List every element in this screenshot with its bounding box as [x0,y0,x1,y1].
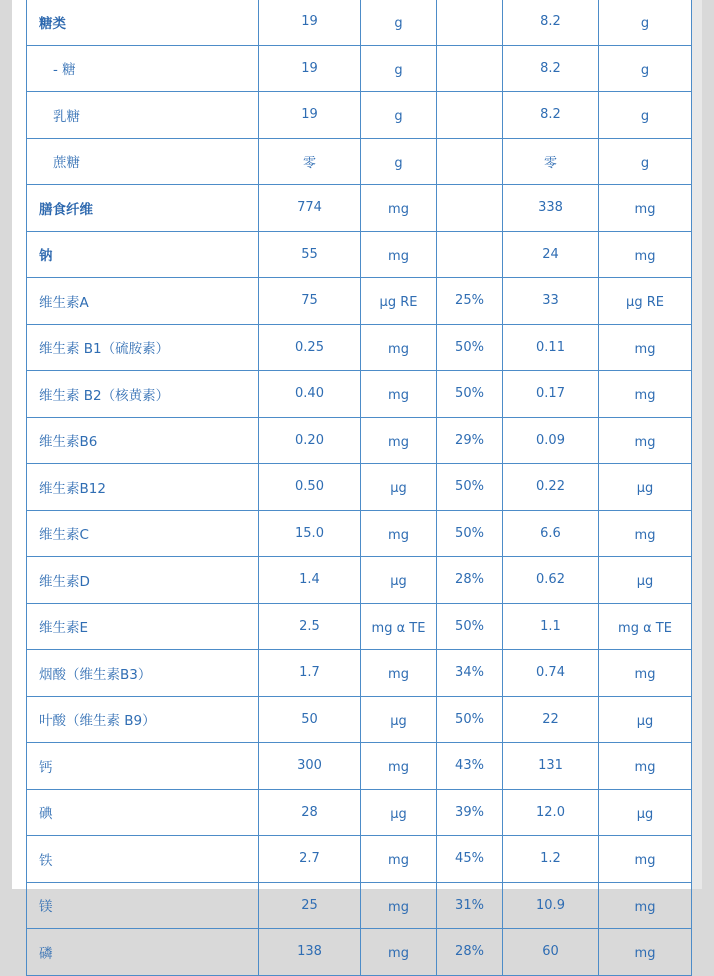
nrv-percent: 34% [437,650,503,697]
nrv-percent: 39% [437,789,503,836]
nutrition-table [26,0,692,976]
unit-per-serving: g [599,0,692,45]
nutrient-name: 糖类 [27,0,259,45]
nrv-percent: 28% [437,557,503,604]
amount-per-100g: 55 [259,231,361,278]
nrv-percent: 25% [437,278,503,325]
amount-per-100g: 75 [259,278,361,325]
nutrient-name: 烟酸（维生素B3） [27,650,259,697]
unit-per-100g: g [361,92,437,139]
table-row [27,929,692,976]
table-row [27,743,692,790]
table-row [27,417,692,464]
amount-per-serving: 0.74 [503,650,599,697]
table-row [27,836,692,883]
unit-per-serving: mg α TE [599,603,692,650]
amount-per-100g: 1.4 [259,557,361,604]
unit-per-serving: mg [599,510,692,557]
unit-per-100g: mg [361,929,437,976]
nutrient-name: 镁 [27,882,259,929]
nrv-percent: 28% [437,929,503,976]
amount-per-100g: 138 [259,929,361,976]
amount-per-100g: 0.25 [259,324,361,371]
unit-per-100g: μg [361,557,437,604]
amount-per-100g: 0.50 [259,464,361,511]
amount-per-100g: 28 [259,789,361,836]
nutrient-name: 维生素A [27,278,259,325]
unit-per-serving: mg [599,650,692,697]
table-row [27,92,692,139]
unit-per-100g: mg [361,650,437,697]
unit-per-serving: μg [599,696,692,743]
unit-per-100g: μg [361,464,437,511]
unit-per-serving: μg RE [599,278,692,325]
amount-per-serving: 0.09 [503,417,599,464]
unit-per-serving: mg [599,882,692,929]
nutrient-name: 膳食纤维 [27,185,259,232]
unit-per-serving: mg [599,185,692,232]
nrv-percent [437,92,503,139]
amount-per-100g: 19 [259,0,361,45]
nutrient-name: 维生素C [27,510,259,557]
unit-per-serving: μg [599,789,692,836]
nutrient-name: - 糖 [27,45,259,92]
table-row [27,603,692,650]
unit-per-serving: g [599,138,692,185]
unit-per-100g: g [361,45,437,92]
unit-per-100g: μg [361,696,437,743]
nrv-percent: 50% [437,603,503,650]
unit-per-100g: mg [361,185,437,232]
amount-per-serving: 0.22 [503,464,599,511]
table-row [27,0,692,45]
unit-per-100g: mg [361,510,437,557]
nrv-percent: 50% [437,696,503,743]
table-row [27,138,692,185]
amount-per-serving: 零 [503,138,599,185]
unit-per-serving: μg [599,557,692,604]
nutrition-table-body [27,0,692,975]
nrv-percent: 43% [437,743,503,790]
table-row [27,185,692,232]
nutrient-name: 维生素 B1（硫胺素） [27,324,259,371]
nutrient-name: 维生素B6 [27,417,259,464]
amount-per-serving: 8.2 [503,92,599,139]
amount-per-100g: 0.20 [259,417,361,464]
amount-per-serving: 6.6 [503,510,599,557]
nutrient-name: 维生素B12 [27,464,259,511]
amount-per-serving: 24 [503,231,599,278]
unit-per-serving: g [599,45,692,92]
unit-per-serving: g [599,92,692,139]
table-row [27,789,692,836]
unit-per-100g: mg [361,231,437,278]
nrv-percent [437,138,503,185]
unit-per-100g: μg RE [361,278,437,325]
amount-per-serving: 60 [503,929,599,976]
amount-per-100g: 774 [259,185,361,232]
nutrient-name: 蔗糖 [27,138,259,185]
unit-per-100g: μg [361,789,437,836]
table-row [27,696,692,743]
nutrient-name: 叶酸（维生素 B9） [27,696,259,743]
unit-per-100g: mg [361,417,437,464]
table-row [27,510,692,557]
unit-per-100g: mg [361,836,437,883]
amount-per-100g: 50 [259,696,361,743]
unit-per-serving: mg [599,324,692,371]
nrv-percent: 29% [437,417,503,464]
amount-per-serving: 8.2 [503,45,599,92]
unit-per-serving: μg [599,464,692,511]
nrv-percent: 45% [437,836,503,883]
nutrient-name: 维生素E [27,603,259,650]
amount-per-100g: 300 [259,743,361,790]
nrv-percent: 50% [437,371,503,418]
amount-per-100g: 15.0 [259,510,361,557]
amount-per-100g: 19 [259,45,361,92]
table-row [27,882,692,929]
amount-per-serving: 131 [503,743,599,790]
nrv-percent [437,0,503,45]
amount-per-100g: 25 [259,882,361,929]
nrv-percent [437,231,503,278]
unit-per-100g: g [361,0,437,45]
amount-per-serving: 10.9 [503,882,599,929]
nutrient-name: 铁 [27,836,259,883]
nrv-percent: 50% [437,324,503,371]
amount-per-serving: 8.2 [503,0,599,45]
unit-per-serving: mg [599,836,692,883]
nrv-percent: 50% [437,464,503,511]
amount-per-serving: 1.2 [503,836,599,883]
amount-per-serving: 33 [503,278,599,325]
nutrient-name: 碘 [27,789,259,836]
amount-per-serving: 0.62 [503,557,599,604]
table-row [27,231,692,278]
nutrient-name: 乳糖 [27,92,259,139]
document-page [12,0,702,962]
amount-per-serving: 22 [503,696,599,743]
table-row [27,464,692,511]
amount-per-100g: 零 [259,138,361,185]
amount-per-serving: 0.17 [503,371,599,418]
unit-per-serving: mg [599,231,692,278]
unit-per-serving: mg [599,417,692,464]
amount-per-100g: 19 [259,92,361,139]
unit-per-serving: mg [599,929,692,976]
unit-per-serving: mg [599,371,692,418]
unit-per-serving: mg [599,743,692,790]
unit-per-100g: g [361,138,437,185]
amount-per-serving: 338 [503,185,599,232]
nutrient-name: 钙 [27,743,259,790]
nutrient-name: 钠 [27,231,259,278]
unit-per-100g: mg [361,743,437,790]
table-row [27,650,692,697]
amount-per-100g: 1.7 [259,650,361,697]
amount-per-serving: 12.0 [503,789,599,836]
amount-per-100g: 2.7 [259,836,361,883]
nutrient-name: 维生素 B2（核黄素） [27,371,259,418]
nrv-percent [437,185,503,232]
nutrient-name: 维生素D [27,557,259,604]
table-row [27,45,692,92]
unit-per-100g: mg [361,324,437,371]
nrv-percent: 50% [437,510,503,557]
amount-per-100g: 0.40 [259,371,361,418]
table-row [27,371,692,418]
nrv-percent: 31% [437,882,503,929]
table-row [27,324,692,371]
amount-per-serving: 1.1 [503,603,599,650]
nutrient-name: 磷 [27,929,259,976]
table-row [27,278,692,325]
table-row [27,557,692,604]
unit-per-100g: mg [361,371,437,418]
nrv-percent [437,45,503,92]
page-right-margin [692,0,702,889]
nutrition-panel [26,0,702,962]
unit-per-100g: mg α TE [361,603,437,650]
unit-per-100g: mg [361,882,437,929]
amount-per-100g: 2.5 [259,603,361,650]
amount-per-serving: 0.11 [503,324,599,371]
